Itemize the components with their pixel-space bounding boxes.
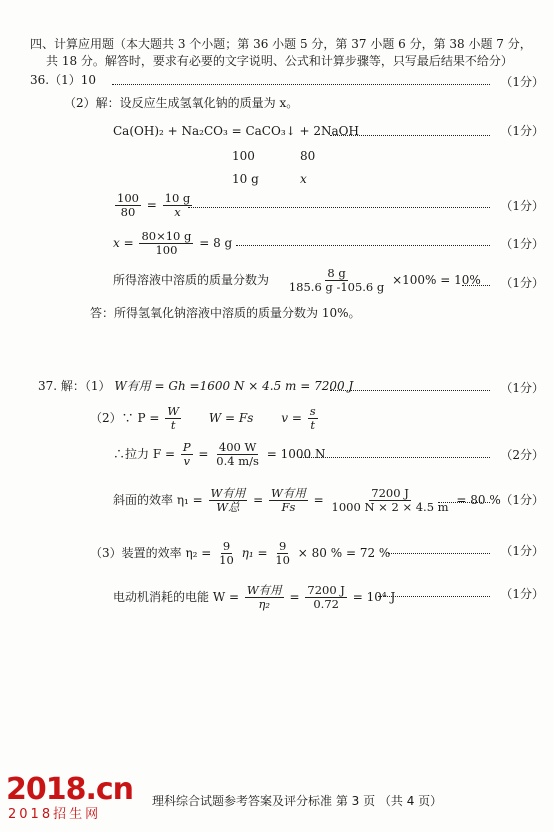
dot-leader: [378, 596, 490, 597]
q37-force: ∴拉力 F = $\frac{P}{v}$ = $\frac{400 W}{0.4 m/s}$ = 1000 N: [113, 440, 326, 468]
x-result: = 8 g: [199, 236, 233, 250]
dot-leader: [330, 390, 490, 391]
q37-device-points: （1分）: [500, 544, 544, 558]
dot-leader: [388, 553, 490, 554]
fraction-denominator: W总: [216, 500, 240, 514]
fraction-denominator: 80: [120, 205, 136, 219]
fraction-denominator: 100: [155, 243, 178, 257]
fraction-numerator: 9: [222, 539, 231, 553]
fraction-denominator: x: [174, 205, 181, 219]
q36-fraction-points: （1分）: [500, 276, 544, 290]
fraction-denominator: 10: [219, 553, 234, 567]
q36-mass-x: x: [300, 172, 307, 186]
device-mid: η₁ =: [241, 546, 268, 560]
fraction-denominator: v: [183, 454, 190, 468]
q36-equation: Ca(OH)₂ + Na₂CO₃ = CaCO₃↓ + 2NaOH: [113, 124, 359, 138]
page-footer: 理科综合试题参考答案及评分标准 第 3 页 （共 4 页）: [152, 794, 443, 808]
section-heading: 四、计算应用题（本大题共 3 个小题；第 36 小题 5 分，第 37 小题 6 分，第 38 小题 7 分，: [30, 37, 532, 51]
q36-x-points: （1分）: [500, 237, 544, 251]
q36-ratio-points: （1分）: [500, 199, 544, 213]
fraction-label: 所得溶液中溶质的质量分数为: [113, 273, 270, 287]
section-heading-line2: 共 18 分。解答时，要求有必要的文字说明、公式和计算步骤等，只写最后结果不给分）: [46, 54, 513, 68]
fraction-numerator: s: [309, 404, 316, 418]
fraction-numerator: 400 W: [218, 440, 257, 454]
fraction-denominator: 1000 N × 2 × 4.5 m: [331, 500, 449, 514]
x-prefix: x =: [113, 236, 134, 250]
q37-force-points: （2分）: [500, 448, 544, 462]
fraction-numerator: 8 g: [327, 266, 346, 280]
efficiency-result: = 80 %: [456, 493, 501, 507]
q36-answer: 答：所得氢氧化钠溶液中溶质的质量分数为 10%。: [90, 306, 361, 320]
logo-main-text: 2018.cn: [6, 772, 134, 807]
q37-device-efficiency: [90, 540, 390, 567]
device-result: × 80 % = 72 %: [297, 546, 391, 560]
fraction-numerator: 7200 J: [307, 583, 345, 597]
fraction-result: ×100% = 10%: [392, 273, 481, 287]
fraction-denominator: 10: [275, 553, 290, 567]
q36-x-calc: [113, 230, 232, 257]
q37-electric-points: （1分）: [500, 587, 544, 601]
fraction-numerator: 9: [278, 539, 287, 553]
dot-leader: [438, 502, 490, 503]
force-result: = 1000 N: [266, 447, 326, 461]
fraction-denominator: Fs: [281, 500, 296, 514]
w-fs: W = Fs: [208, 411, 254, 425]
fraction-numerator: 80×10 g: [141, 229, 192, 243]
p-label: （2）∵ P =: [90, 411, 160, 425]
q37-work-points: （1分）: [500, 381, 544, 395]
q37-efficiency: 斜面的效率 η₁ = $\frac{\text{W有用}}{\text{W总}}$ = $\frac{\text{W有用}}{Fs}$ = $\frac{7200 J}{1000 N \times 2 \times 4.5 m}$ = 80 %: [113, 486, 501, 514]
q36-part1: 36.（1）10: [30, 73, 96, 87]
q36-equation-points: （1分）: [500, 124, 544, 138]
q36-part2-intro: （2）解：设反应生成氢氧化钠的质量为 x。: [64, 96, 299, 110]
q36-mass-100: 100: [232, 149, 255, 163]
fraction-denominator: 185.6 g -105.6 g: [288, 280, 385, 294]
logo-sub-text: 2018招生网: [8, 807, 102, 822]
site-logo: [6, 773, 156, 829]
fraction-numerator: W有用: [246, 583, 282, 597]
dot-leader: [112, 84, 490, 85]
q37-electric-energy: 电动机消耗的电能 W = $\frac{\text{W有用}}{\text{η₂}}$ = $\frac{7200 J}{0.72}$ = 10⁴ J: [113, 583, 396, 611]
fraction-numerator: 10 g: [164, 191, 191, 205]
electric-result: = 10⁴ J: [352, 590, 396, 604]
force-label: ∴拉力 F =: [113, 447, 176, 461]
q37-work: W有用 = Gh =1600 N × 4.5 m = 7200 J: [114, 379, 354, 393]
fraction-numerator: 7200 J: [371, 486, 409, 500]
fraction-numerator: W有用: [271, 486, 306, 500]
q37-label: [38, 379, 353, 393]
fraction-denominator: t: [170, 418, 176, 432]
v-label: v =: [281, 411, 302, 425]
fraction-numerator: 100: [117, 191, 139, 205]
q36-part1-points: （1分）: [500, 75, 544, 89]
efficiency-label: 斜面的效率 η₁ =: [113, 493, 203, 507]
q36-fraction-line: [113, 267, 481, 294]
electric-label: 电动机消耗的电能 W =: [113, 590, 240, 604]
dot-leader: [188, 207, 490, 208]
q36-mass-10g: 10 g: [232, 172, 259, 186]
dot-leader: [300, 457, 490, 458]
q37-part2: [90, 405, 320, 432]
fraction-numerator: W有用: [210, 486, 246, 500]
dot-leader: [236, 245, 490, 246]
fraction-denominator: η₂: [258, 597, 271, 611]
q36-ratio: $\frac{100}{80}$ = $\frac{10 g}{x}$: [117, 191, 191, 219]
fraction-denominator: t: [310, 418, 315, 432]
fraction-denominator: 0.4 m/s: [216, 454, 259, 468]
fraction-denominator: 0.72: [313, 597, 339, 611]
fraction-numerator: W: [167, 404, 180, 418]
q37-number: 37. 解：（1）: [38, 379, 111, 393]
dot-leader: [462, 285, 490, 286]
fraction-numerator: P: [182, 440, 191, 454]
q37-efficiency-points: （1分）: [500, 493, 544, 507]
dot-leader: [330, 135, 490, 136]
device-label: （3）装置的效率 η₂ =: [90, 546, 212, 560]
q36-mass-80: 80: [300, 149, 316, 163]
